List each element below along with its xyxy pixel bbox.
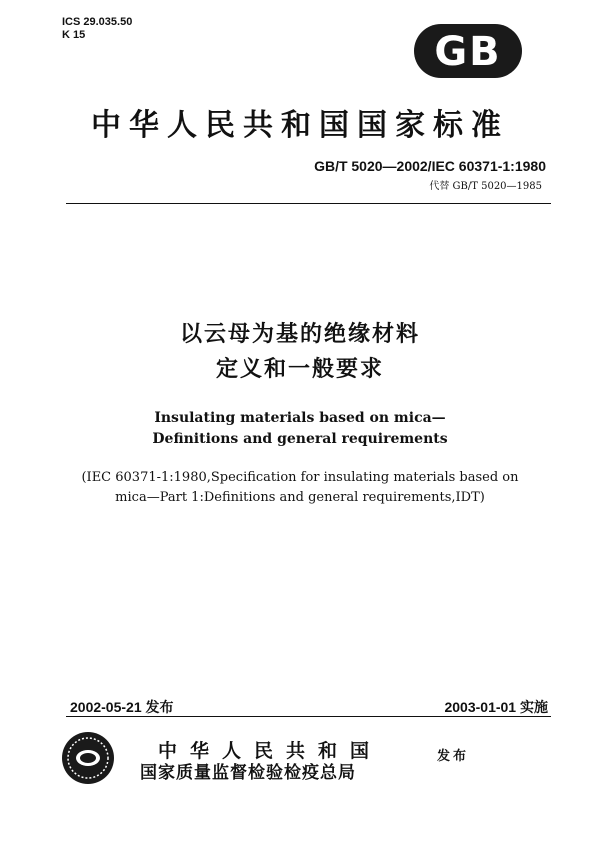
header-divider	[66, 203, 551, 204]
classification-codes	[62, 16, 132, 42]
svg-text:GB: GB	[434, 29, 502, 75]
chinese-title-line-1: 以云母为基的绝缘材料	[179, 322, 420, 347]
ics-code: ICS 29.035.50	[62, 16, 133, 28]
english-title-line-1: Insulating materials based on mica—	[154, 410, 446, 426]
standard-type-title: 中华人民共和国国家标准	[91, 108, 509, 143]
gb-logo	[412, 20, 524, 82]
standard-number: GB/T 5020—2002/IEC 60371-1:1980	[314, 158, 546, 174]
chinese-title-line-2: 定义和一般要求	[215, 357, 384, 382]
aqsiq-seal-icon	[60, 730, 116, 786]
issue-date: 2002-05-21 发布	[70, 699, 174, 715]
issue-label: 发布	[437, 749, 470, 764]
ccs-code: K 15	[62, 29, 86, 41]
publisher-line-2: 国家质量监督检验检疫总局	[140, 763, 356, 783]
equivalence-line-2: mica—Part 1:Definitions and general requirements,IDT)	[115, 490, 485, 505]
equivalence-line-1: (IEC 60371-1:1980,Specification for insulating materials based on	[81, 470, 519, 485]
footer-divider	[66, 716, 551, 717]
publisher-line-1: 中华人民共和国	[158, 740, 383, 762]
implementation-date: 2003-01-01 实施	[444, 699, 548, 715]
replaces-note: 代替 GB/T 5020—1985	[429, 181, 542, 192]
english-title-line-2: Definitions and general requirements	[152, 431, 448, 447]
